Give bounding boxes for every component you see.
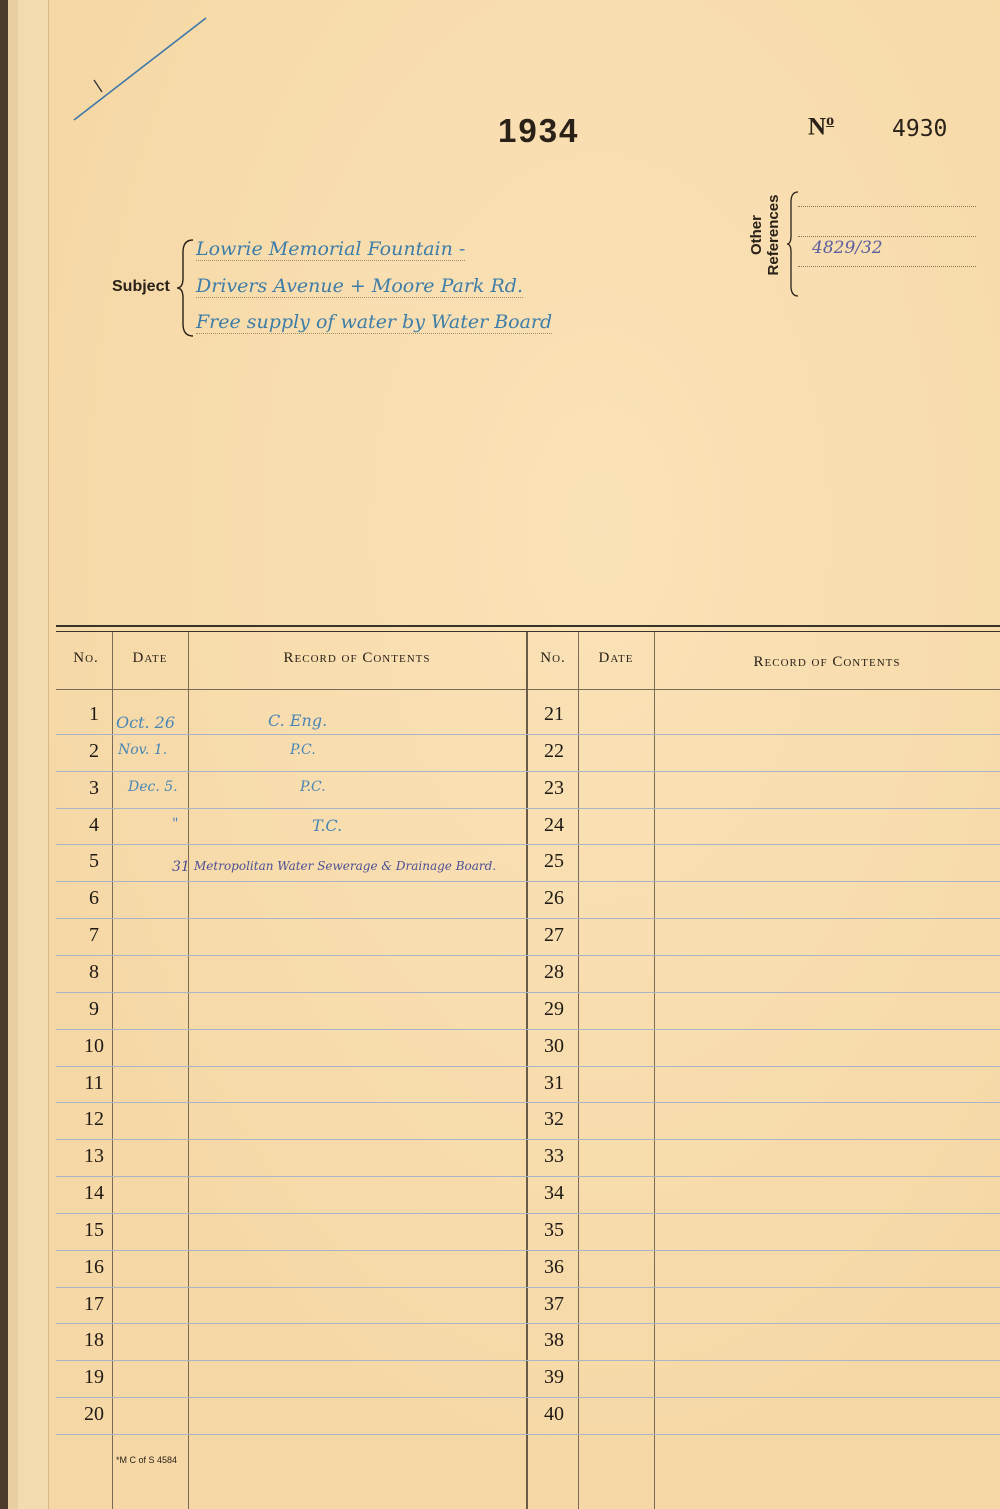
subject-label: Subject: [112, 278, 170, 295]
row-number-left: 14: [84, 1182, 104, 1204]
row-number-right: 23: [544, 777, 564, 799]
row-rule: [56, 955, 1000, 956]
row-number-right: 27: [544, 924, 564, 946]
row-number-left: 3: [89, 777, 99, 799]
row-rule: [56, 1397, 1000, 1398]
row-rule: [56, 1323, 1000, 1324]
row-number-right: 34: [544, 1182, 564, 1204]
row-number-right: 35: [544, 1219, 564, 1241]
col-divider-no-right: [578, 632, 579, 1509]
form-code: *M C of S 4584: [116, 1455, 178, 1465]
header-no-left: No.: [73, 650, 99, 666]
row-rule: [56, 734, 1000, 735]
row-number-right: 32: [544, 1108, 564, 1130]
col-divider-date-right: [654, 632, 655, 1509]
entry-4-date: ": [172, 816, 179, 832]
row-number-right: 31: [544, 1072, 564, 1094]
file-number-label: $N^o$: [808, 112, 835, 141]
row-number-right: 33: [544, 1145, 564, 1167]
row-number-left: 2: [89, 740, 99, 762]
row-rule: [56, 992, 1000, 993]
row-number-left: 16: [84, 1256, 104, 1278]
row-number-left: 19: [84, 1366, 104, 1388]
row-number-right: 24: [544, 814, 564, 836]
col-divider-center: [526, 632, 528, 1509]
row-number-right: 25: [544, 850, 564, 872]
row-rule: [56, 1066, 1000, 1067]
row-rule: [56, 1213, 1000, 1214]
row-number-left: 4: [89, 814, 99, 836]
header-date-left: Date: [132, 650, 168, 666]
row-number-left: 5: [89, 850, 99, 872]
entry-3-record: P.C.: [300, 779, 326, 795]
row-rule: [56, 1102, 1000, 1103]
row-number-right: 29: [544, 998, 564, 1020]
row-number-right: 26: [544, 887, 564, 909]
row-rule: [56, 844, 1000, 845]
reference-value: 4829/32: [812, 238, 883, 258]
row-rule: [56, 1176, 1000, 1177]
row-rule: [56, 881, 1000, 882]
row-rule: [56, 1250, 1000, 1251]
row-number-right: 36: [544, 1256, 564, 1278]
row-number-left: 18: [84, 1329, 104, 1351]
entry-2-record: P.C.: [290, 742, 316, 758]
subject-line-2: Drivers Avenue + Moore Park Rd.: [196, 275, 523, 297]
row-number-right: 39: [544, 1366, 564, 1388]
row-number-left: 15: [84, 1219, 104, 1241]
row-rule: [56, 808, 1000, 809]
row-rule: [56, 1287, 1000, 1288]
row-number-left: 13: [84, 1145, 104, 1167]
row-number-left: 11: [84, 1072, 104, 1094]
row-number-left: 9: [89, 998, 99, 1020]
row-number-right: 40: [544, 1403, 564, 1425]
header-record-right: Record of Contents: [753, 654, 901, 670]
row-number-left: 10: [84, 1035, 104, 1057]
entry-2-date: Nov. 1.: [118, 742, 168, 758]
row-number-left: 7: [89, 924, 99, 946]
row-number-right: 21: [544, 703, 564, 725]
entry-4-record: T.C.: [312, 816, 343, 835]
row-rule: [56, 1139, 1000, 1140]
entry-5-record: Metropolitan Water Sewerage & Drainage Board.: [194, 859, 497, 873]
row-rule: [56, 918, 1000, 919]
row-number-left: 8: [89, 961, 99, 983]
other-references-label: Other References: [748, 194, 782, 276]
row-rule: [56, 1434, 1000, 1435]
header-no-right: No.: [540, 650, 566, 666]
entry-1-date: Oct. 26: [116, 713, 176, 732]
subject-line-3: Free supply of water by Water Board: [196, 311, 553, 333]
col-divider-date: [188, 632, 189, 1509]
row-number-right: 22: [544, 740, 564, 762]
row-number-right: 28: [544, 961, 564, 983]
row-number-left: 12: [84, 1108, 104, 1130]
header-record-left: Record of Contents: [283, 650, 431, 666]
row-number-right: 37: [544, 1293, 564, 1315]
entry-3-date: Dec. 5.: [128, 779, 178, 795]
row-rule: [56, 1029, 1000, 1030]
file-year: 1934: [498, 112, 580, 149]
file-number: 4930: [892, 116, 948, 142]
entry-1-record: C. Eng.: [268, 711, 328, 730]
row-number-left: 1: [89, 703, 99, 725]
header-bottom-rule: [56, 689, 1000, 690]
row-number-left: 17: [84, 1293, 104, 1315]
row-number-right: 30: [544, 1035, 564, 1057]
row-rule: [56, 771, 1000, 772]
entry-5-date: 31: [172, 859, 190, 875]
table-top-rule-inner: [56, 631, 1000, 632]
row-number-left: 6: [89, 887, 99, 909]
row-rule: [56, 1360, 1000, 1361]
header-date-right: Date: [598, 650, 634, 666]
row-number-left: 20: [84, 1403, 104, 1425]
table-top-rule: [56, 625, 1000, 627]
subject-line-1: Lowrie Memorial Fountain -: [196, 238, 466, 260]
row-number-right: 38: [544, 1329, 564, 1351]
